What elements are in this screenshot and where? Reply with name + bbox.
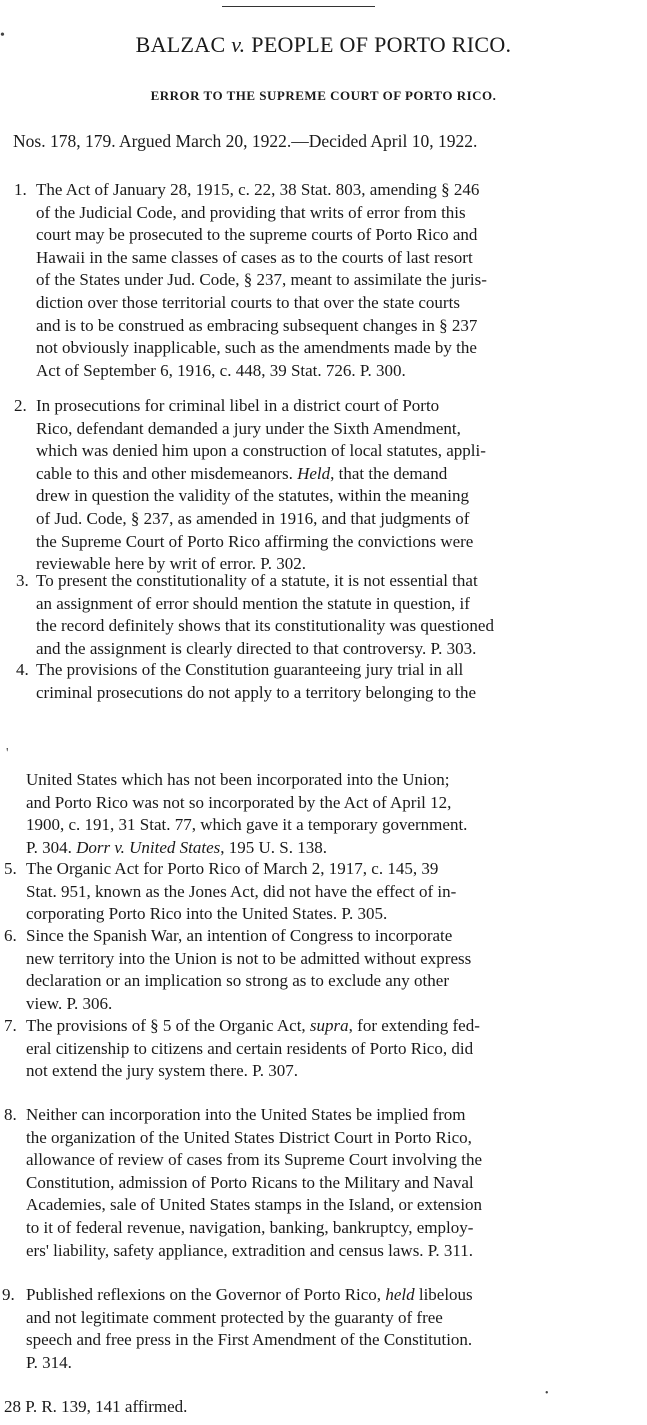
syllabus-line: new territory into the Union is not to be admitted without express xyxy=(26,948,472,968)
syllabus-line: The provisions of § 5 of the Organic Act, supra, for extending fed- xyxy=(26,1016,480,1035)
syllabus-line: United States which has not been incorporated into the Union; xyxy=(26,770,450,789)
margin-mark: • xyxy=(545,1388,549,1399)
syllabus-line: P. 314. xyxy=(26,1352,72,1372)
margin-mark: • xyxy=(0,28,5,43)
syllabus-line: of the Judicial Code, and providing that writs of error from this xyxy=(36,202,466,222)
case-title xyxy=(0,32,647,58)
syllabus-line: reviewable here by writ of error. P. 302. xyxy=(36,554,307,574)
syllabus-line: Neither can incorporation into the United States be implied from xyxy=(26,1105,466,1124)
syllabus-line: The Organic Act for Porto Rico of March 2, 1917, c. 145, 39 xyxy=(26,859,439,878)
syllabus-line: ers' liability, safety appliance, extradition and census laws. P. 311. xyxy=(26,1240,473,1260)
case-subtitle: ERROR TO THE SUPREME COURT OF PORTO RICO. xyxy=(150,88,497,103)
case-title-party-1: BALZAC xyxy=(135,32,232,57)
syllabus-line: 1900, c. 191, 31 Stat. 77, which gave it a temporary government. xyxy=(26,815,468,835)
syllabus-item-number: 2. xyxy=(14,396,27,415)
margin-mark: ' xyxy=(6,746,9,761)
syllabus-item-number: 6. xyxy=(4,926,17,945)
syllabus-line: the organization of the United States District Court in Porto Rico, xyxy=(26,1127,472,1147)
syllabus-line: and not legitimate comment protected by the guaranty of free xyxy=(26,1307,443,1327)
syllabus-line: the record definitely shows that its constitutionality was questioned xyxy=(36,616,494,636)
syllabus-line: court may be prosecuted to the supreme courts of Porto Rico and xyxy=(36,225,478,245)
syllabus-line: an assignment of error should mention the statute in question, if xyxy=(36,593,470,613)
syllabus-line: P. 304. Dorr v. United States, 195 U. S. 138. xyxy=(26,837,327,857)
syllabus-line: to it of federal revenue, navigation, banking, bankruptcy, employ- xyxy=(26,1218,474,1237)
syllabus-line: eral citizenship to citizens and certain residents of Porto Rico, did xyxy=(26,1038,474,1058)
disposition: 28 P. R. 139, 141 affirmed. xyxy=(4,1397,188,1416)
syllabus-line: Published reflexions on the Governor of Porto Rico, held libelous xyxy=(26,1285,473,1304)
syllabus-line: Since the Spanish War, an intention of Congress to incorporate xyxy=(26,926,453,945)
syllabus-line: view. P. 306. xyxy=(26,993,113,1013)
case-title-versus: v. xyxy=(231,32,246,57)
syllabus-line: criminal prosecutions do not apply to a territory belonging to the xyxy=(36,682,477,702)
syllabus-item-number: 9. xyxy=(2,1285,15,1304)
syllabus-item-number: 3. xyxy=(16,571,29,590)
syllabus-line: and Porto Rico was not so incorporated by the Act of April 12, xyxy=(26,792,452,812)
syllabus-line: To present the constitutionality of a statute, it is not essential that xyxy=(36,571,478,590)
syllabus-line: declaration or an implication so strong as to exclude any other xyxy=(26,971,449,991)
syllabus-line: not extend the jury system there. P. 307. xyxy=(26,1061,298,1081)
syllabus-item-number: 7. xyxy=(4,1016,17,1035)
syllabus-line: of the States under Jud. Code, § 237, meant to assimilate the juris- xyxy=(36,270,487,290)
syllabus-line: Constitution, admission of Porto Ricans to the Military and Naval xyxy=(26,1172,474,1192)
syllabus-item-number: 4. xyxy=(16,660,29,679)
syllabus-line: and the assignment is clearly directed to that controversy. P. 303. xyxy=(36,638,477,658)
syllabus-line: which was denied him upon a construction of local statutes, appli- xyxy=(36,441,486,461)
syllabus-line: of Jud. Code, § 237, as amended in 1916, and that judgments of xyxy=(36,509,470,528)
docket-dates: Nos. 178, 179. Argued March 20, 1922.—Decided April 10, 1922. xyxy=(13,131,478,151)
syllabus-line: drew in question the validity of the statutes, within the meaning xyxy=(36,486,469,506)
top-rule xyxy=(222,6,375,7)
syllabus-line: Act of September 6, 1916, c. 448, 39 Stat. 726. P. 300. xyxy=(36,360,406,380)
syllabus-line: cable to this and other misdemeanors. Held, that the demand xyxy=(36,463,448,483)
syllabus-line: allowance of review of cases from its Supreme Court involving the xyxy=(26,1150,483,1170)
syllabus-line: the Supreme Court of Porto Rico affirming the convictions were xyxy=(36,531,474,551)
syllabus-item-number: 1. xyxy=(14,180,27,199)
syllabus-line: corporating Porto Rico into the United States. P. 305. xyxy=(26,904,388,924)
syllabus-line: speech and free press in the First Amendment of the Constitution. xyxy=(26,1330,473,1350)
syllabus-line: Academies, sale of United States stamps in the Island, or extension xyxy=(26,1195,483,1215)
syllabus-line: The provisions of the Constitution guaranteeing jury trial in all xyxy=(36,660,464,679)
syllabus-line: Rico, defendant demanded a jury under the Sixth Amendment, xyxy=(36,418,461,438)
syllabus-item-number: 8. xyxy=(4,1105,17,1124)
syllabus-line: Stat. 951, known as the Jones Act, did not have the effect of in- xyxy=(26,881,457,901)
syllabus-line: diction over those territorial courts to that over the state courts xyxy=(36,293,460,312)
syllabus-line: In prosecutions for criminal libel in a district court of Porto xyxy=(36,396,440,415)
syllabus-item-number: 5. xyxy=(4,859,17,878)
syllabus-line: and is to be construed as embracing subsequent changes in § 237 xyxy=(36,315,478,335)
syllabus-line: Hawaii in the same classes of cases as to the courts of last resort xyxy=(36,247,473,267)
syllabus-line: The Act of January 28, 1915, c. 22, 38 Stat. 803, amending § 246 xyxy=(36,180,480,199)
case-title-party-2: PEOPLE OF PORTO RICO. xyxy=(245,32,512,57)
syllabus-line: not obviously inapplicable, such as the amendments made by the xyxy=(36,338,477,358)
